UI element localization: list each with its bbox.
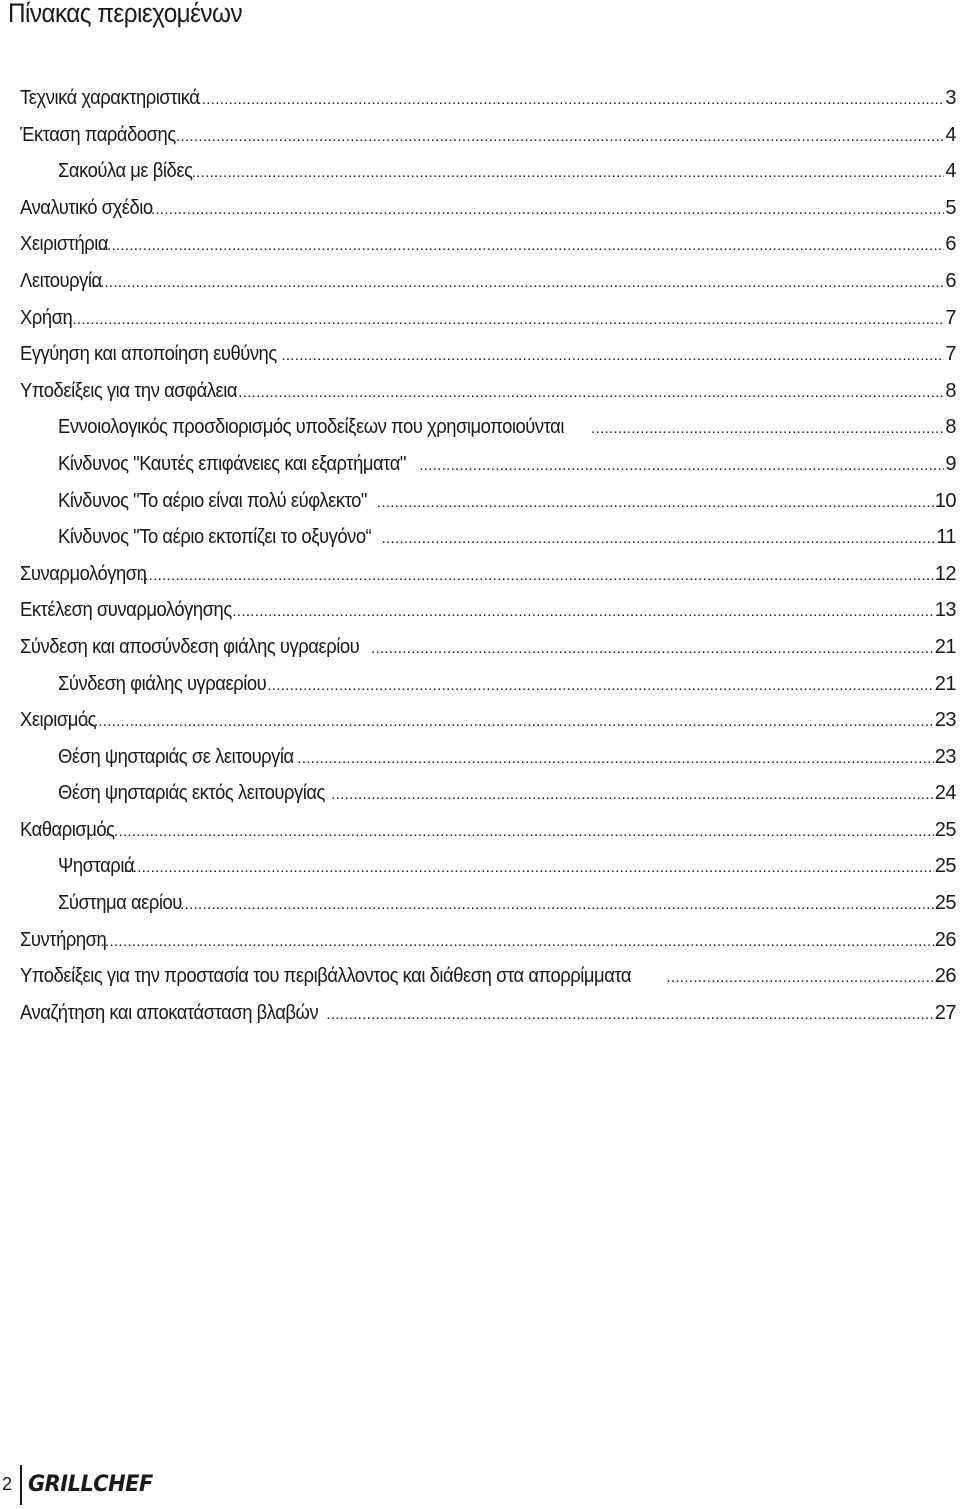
- toc-entry-page-number: 24: [934, 782, 956, 805]
- page-footer: [0, 1463, 159, 1509]
- toc-entry[interactable]: [20, 409, 956, 446]
- toc-dot-leader: [85, 704, 934, 741]
- toc-entry[interactable]: [20, 702, 956, 739]
- toc-entry[interactable]: [20, 153, 956, 190]
- toc-dot-leader: [147, 192, 945, 229]
- toc-entry-page-number: 23: [934, 745, 956, 768]
- toc-entry-title: Σύνδεση φιάλης υγραερίου: [58, 672, 267, 695]
- toc-entry-page-number: 11: [936, 526, 956, 549]
- toc-entry-page-number: 6: [945, 269, 956, 292]
- toc-dot-leader: [326, 997, 933, 1034]
- toc-entry[interactable]: [20, 739, 956, 776]
- toc-entry-title: Υποδείξεις για την προστασία του περιβάλλοντος και διάθεση στα απορρίμματα: [20, 965, 632, 988]
- toc-dot-leader: [238, 375, 944, 412]
- toc-entry-page-number: 8: [945, 379, 956, 402]
- toc-dot-leader: [419, 448, 944, 485]
- toc-dot-leader: [105, 814, 934, 851]
- toc-entry[interactable]: [20, 995, 956, 1032]
- page-title: Πίνακας περιεχομένων: [8, 0, 243, 28]
- toc-entry-page-number: 21: [934, 635, 956, 658]
- toc-entry-title: Εγγύηση και αποποίηση ευθύνης: [20, 343, 277, 366]
- toc-entry-page-number: 8: [945, 416, 956, 439]
- toc-entry-page-number: 12: [934, 562, 956, 585]
- toc-dot-leader: [172, 119, 945, 156]
- toc-entry-title: Σύστημα αερίου: [58, 892, 182, 915]
- toc-entry-title: Χρήση: [20, 306, 73, 329]
- toc-entry-title: Αναζήτηση και αποκατάσταση βλαβών: [20, 1001, 319, 1024]
- toc-entry[interactable]: [20, 556, 956, 593]
- brand-logo: GRILLCHEF: [27, 1472, 153, 1497]
- toc-entry[interactable]: [20, 80, 956, 117]
- toc-entry-page-number: 25: [934, 855, 956, 878]
- toc-entry-title: Θέση ψησταριάς εκτός λειτουργίας: [58, 782, 325, 805]
- toc-dot-leader: [98, 228, 944, 265]
- toc-dot-leader: [140, 558, 934, 595]
- table-of-contents: [20, 80, 956, 1031]
- toc-dot-leader: [591, 411, 944, 448]
- toc-entry-title: Χειριστήρια: [20, 233, 109, 256]
- toc-entry-title: Ψησταριά: [58, 855, 135, 878]
- toc-entry[interactable]: [20, 629, 956, 666]
- toc-entry[interactable]: [20, 300, 956, 337]
- toc-entry-title: Κίνδυνος "Το αέριο εκτοπίζει το οξυγόνο“: [58, 526, 372, 549]
- toc-entry-title: Κίνδυνος "Το αέριο είναι πολύ εύφλεκτο": [58, 489, 367, 512]
- toc-entry[interactable]: [20, 848, 956, 885]
- toc-entry[interactable]: [20, 117, 956, 154]
- page-number: 2: [2, 1474, 13, 1494]
- toc-dot-leader: [382, 521, 936, 558]
- toc-entry-page-number: 3: [945, 87, 956, 109]
- toc-entry[interactable]: [20, 483, 956, 520]
- toc-entry[interactable]: [20, 666, 956, 703]
- toc-entry[interactable]: [20, 446, 956, 483]
- toc-dot-leader: [371, 631, 934, 668]
- toc-entry-page-number: 10: [934, 489, 956, 512]
- toc-dot-leader: [59, 302, 944, 339]
- toc-dot-leader: [667, 960, 934, 997]
- toc-entry-page-number: 4: [945, 123, 956, 146]
- toc-entry-page-number: 7: [945, 306, 956, 329]
- toc-entry-page-number: 4: [945, 160, 956, 183]
- toc-entry[interactable]: [20, 958, 956, 995]
- toc-entry-page-number: 25: [934, 892, 956, 915]
- toc-entry-page-number: 25: [934, 818, 956, 841]
- toc-entry-title: Χειρισμός: [20, 709, 97, 732]
- toc-entry[interactable]: [20, 226, 956, 263]
- toc-entry-title: Συναρμολόγηση: [20, 562, 147, 585]
- toc-entry-page-number: 23: [934, 709, 956, 732]
- toc-entry-title: Εννοιολογικός προσδιορισμός υποδείξεων που χρησιμοποιούνται: [58, 416, 564, 439]
- toc-entry[interactable]: [20, 812, 956, 849]
- toc-dot-leader: [91, 265, 944, 302]
- toc-dot-leader: [124, 850, 934, 887]
- toc-entry-page-number: 6: [945, 233, 956, 256]
- toc-entry[interactable]: [20, 373, 956, 410]
- toc-entry-title: Σακούλα με βίδες: [58, 160, 193, 183]
- toc-entry-page-number: 9: [945, 452, 956, 475]
- toc-entry-title: Τεχνικά χαρακτηριστικά: [20, 87, 200, 109]
- toc-entry-title: Συντήρηση: [20, 928, 107, 951]
- toc-dot-leader: [232, 594, 933, 631]
- toc-entry[interactable]: [20, 336, 956, 373]
- toc-entry-title: Έκταση παράδοσης: [20, 123, 176, 146]
- toc-entry[interactable]: [20, 775, 956, 812]
- toc-dot-leader: [176, 887, 934, 924]
- toc-dot-leader: [187, 155, 944, 192]
- toc-entry[interactable]: [20, 885, 956, 922]
- toc-entry-title: Εκτέλεση συναρμολόγησης: [20, 599, 232, 622]
- toc-dot-leader: [377, 485, 934, 522]
- toc-dot-leader: [297, 741, 933, 778]
- toc-entry-title: Λειτουργία: [20, 269, 102, 292]
- toc-entry-title: Υποδείξεις για την ασφάλεια: [20, 379, 238, 402]
- toc-entry-page-number: 26: [934, 965, 956, 988]
- toc-entry-page-number: 5: [945, 196, 956, 219]
- toc-entry-page-number: 21: [934, 672, 956, 695]
- toc-entry-page-number: 7: [945, 343, 956, 366]
- toc-dot-leader: [197, 82, 944, 119]
- toc-entry[interactable]: [20, 519, 956, 556]
- toc-entry-title: Θέση ψησταριάς σε λειτουργία: [58, 745, 294, 768]
- toc-dot-leader: [96, 924, 934, 961]
- toc-entry-page-number: 26: [934, 928, 956, 951]
- toc-entry-title: Καθαρισμός: [20, 818, 115, 841]
- toc-dot-leader: [267, 668, 933, 705]
- toc-entry[interactable]: [20, 190, 956, 227]
- toc-entry-page-number: 13: [934, 599, 956, 622]
- toc-dot-leader: [281, 338, 944, 375]
- toc-entry[interactable]: [20, 922, 956, 959]
- toc-entry-title: Σύνδεση και αποσύνδεση φιάλης υγραερίου: [20, 635, 360, 658]
- toc-entry-page-number: 27: [934, 1001, 956, 1024]
- toc-entry[interactable]: [20, 592, 956, 629]
- toc-dot-leader: [331, 777, 934, 814]
- footer-divider: [20, 1465, 22, 1505]
- toc-entry[interactable]: [20, 263, 956, 300]
- toc-entry-title: Κίνδυνος "Καυτές επιφάνειες και εξαρτήματα": [58, 452, 406, 475]
- toc-entry-title: Αναλυτικό σχέδιο: [20, 196, 153, 219]
